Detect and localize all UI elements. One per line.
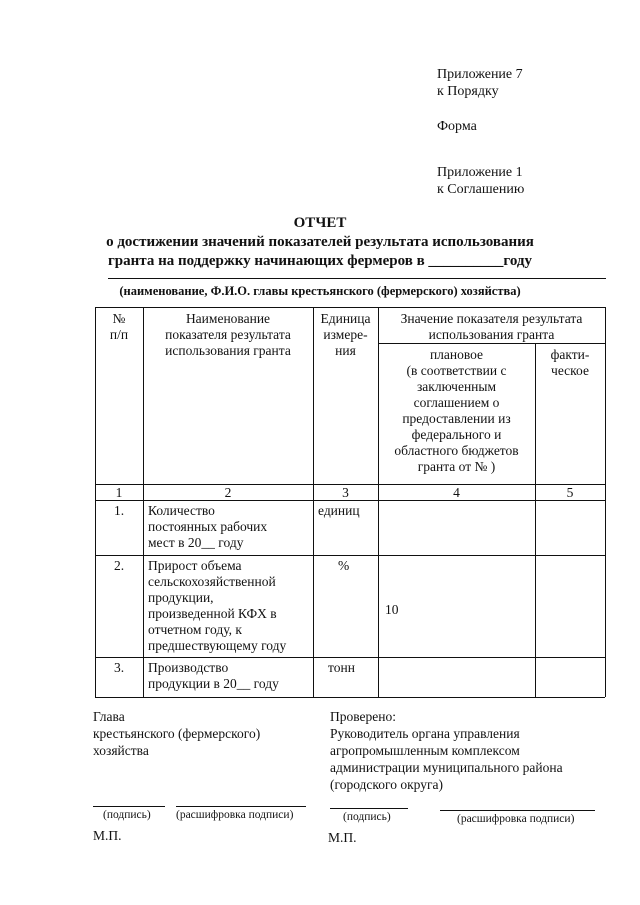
- row-3-indicator: Производство продукции в 20__ году: [148, 660, 279, 691]
- header-actual: факти- ческое: [550, 347, 590, 378]
- report-title: ОТЧЕТ: [293, 215, 347, 231]
- appendix-1-label: Приложение 1: [437, 165, 523, 180]
- right-decipher-line: [440, 810, 595, 811]
- header-planned: плановое (в соответствии с заключенным соглашением о предоставлении из федерального и областного бюджетов гранта от № ): [394, 347, 519, 474]
- column-number: 1: [115, 485, 123, 500]
- header-unit: Единица измере- ния: [320, 311, 371, 358]
- report-subtitle-line1: о достижении значений показателей результата использования: [106, 234, 534, 250]
- farm-name-caption: (наименование, Ф.И.О. главы крестьянского (фермерского) хозяйства): [119, 284, 521, 298]
- header-no: № п/п: [109, 311, 129, 342]
- header-value: Значение показателя результата использования гранта: [400, 311, 583, 342]
- left-decipher-line: [176, 806, 306, 807]
- stamp-left: М.П.: [93, 828, 122, 843]
- appendix-1-ref: к Соглашению: [437, 182, 525, 197]
- right-decipher-caption: (расшифровка подписи): [457, 813, 575, 825]
- row-1-no: 1.: [113, 503, 125, 518]
- row-3-no: 3.: [113, 660, 125, 675]
- form-label: Форма: [437, 119, 477, 134]
- appendix-7-label: Приложение 7: [437, 67, 523, 82]
- row-3-unit: тонн: [328, 660, 355, 675]
- right-signature-caption: (подпись): [343, 811, 391, 823]
- column-number: 4: [453, 485, 460, 500]
- column-number: 5: [566, 485, 574, 500]
- header-indicator-name: Наименование показателя результата использования гранта: [165, 311, 291, 358]
- row-2-no: 2.: [113, 558, 125, 573]
- row-2-planned: 10: [385, 602, 399, 617]
- farm-name-line: [108, 278, 606, 279]
- right-signature-line: [330, 808, 408, 809]
- left-signature-line: [93, 806, 165, 807]
- farm-head-block: Глава крестьянского (фермерского) хозяйства: [93, 709, 261, 758]
- appendix-7-ref: к Порядку: [437, 84, 499, 99]
- row-1-indicator: Количество постоянных рабочих мест в 20__ году: [148, 503, 268, 550]
- column-number: 2: [224, 485, 232, 500]
- row-2-indicator: Прирост объема сельскохозяйственной продукции, произведенной КФХ в отчетном году, к предшествующему году: [148, 558, 287, 653]
- left-signature-caption: (подпись): [103, 809, 151, 821]
- row-2-unit: %: [338, 558, 350, 573]
- report-subtitle-line2: гранта на поддержку начинающих фермеров в __________году: [107, 253, 533, 269]
- verified-block: Проверено: Руководитель органа управления агропромышленным комплексом администрации муниципального района (городского округа): [330, 709, 563, 792]
- column-number: 3: [342, 485, 349, 500]
- left-decipher-caption: (расшифровка подписи): [176, 809, 294, 821]
- row-1-unit: единиц: [318, 503, 360, 518]
- stamp-right: М.П.: [328, 830, 357, 845]
